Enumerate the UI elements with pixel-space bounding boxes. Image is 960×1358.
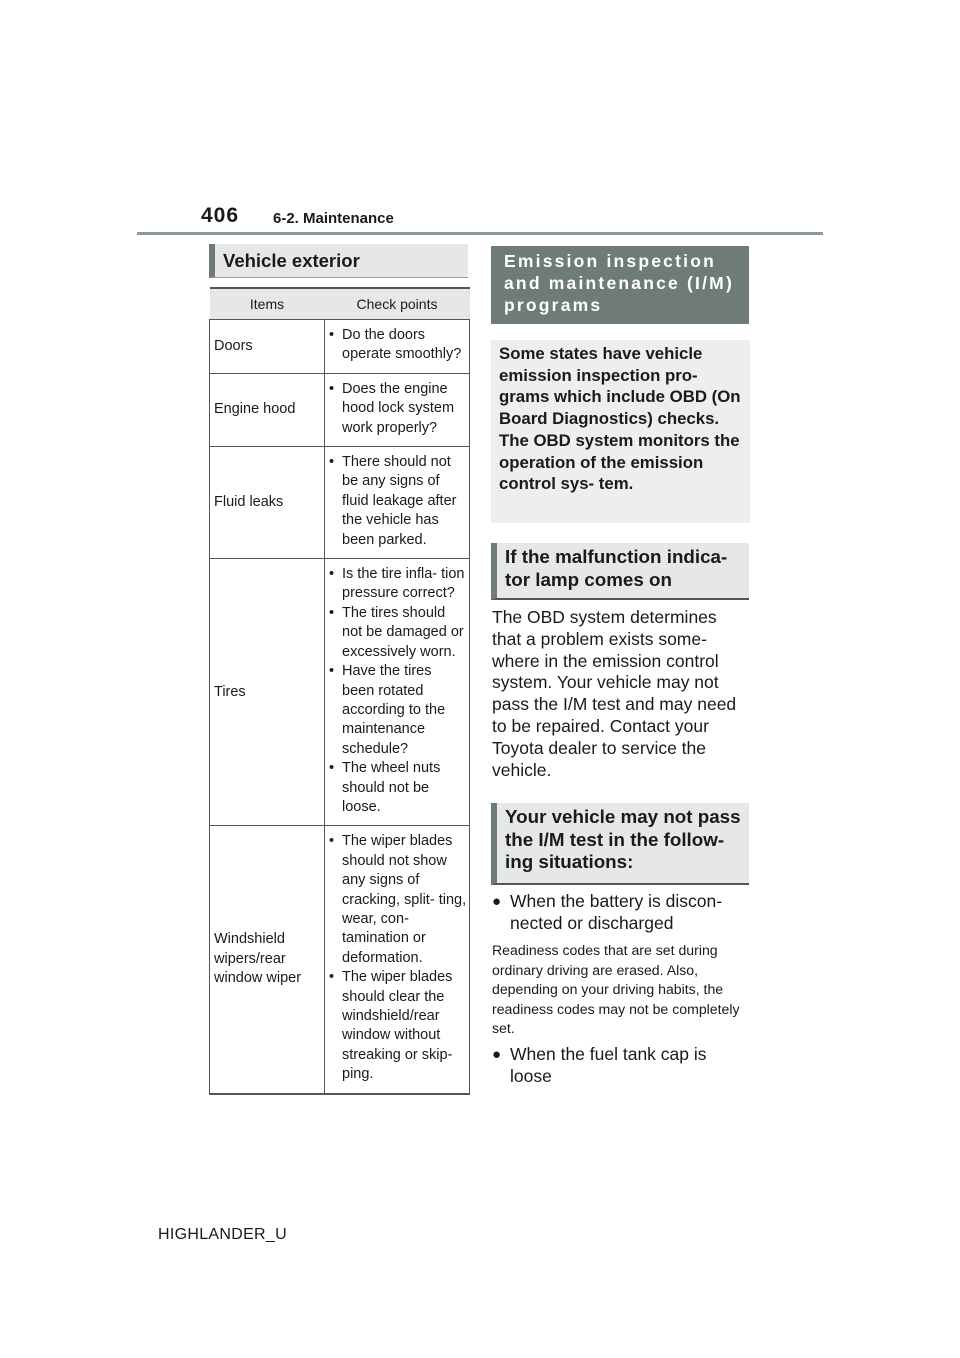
vehicle-exterior-heading-text: Vehicle exterior	[223, 250, 360, 271]
check-points-cell	[325, 320, 470, 374]
malfunction-heading: If the malfunction indica- tor lamp comes on	[491, 543, 749, 600]
check-points-cell	[325, 826, 470, 1094]
table-row	[210, 826, 470, 1094]
item-cell: Tires	[210, 559, 325, 826]
page-number: 406	[201, 204, 240, 227]
fail-situations-heading: Your vehicle may not pass the I/M test in the follow- ing situations:	[491, 803, 749, 885]
check-table	[209, 287, 470, 1095]
item-cell: Windshield wipers/rear window wiper	[210, 826, 325, 1094]
situation-text: When the battery is discon- nected or discharged	[510, 891, 723, 933]
table-row	[210, 320, 470, 374]
table-row	[210, 447, 470, 559]
table-row	[210, 373, 470, 446]
check-point: • The wiper blades should clear the windshield/rear window without streaking or skip- ping.	[329, 968, 467, 1084]
check-points-cell	[325, 373, 470, 446]
emission-heading: Emission inspection and maintenance (I/M) programs	[491, 246, 749, 324]
situation-note: Readiness codes that are set during ordinary driving are erased. Also, depending on your driving habits, the readiness codes may not be completely set.	[492, 942, 740, 1036]
check-point: • The wheel nuts should not be loose.	[329, 759, 467, 817]
check-point: • There should not be any signs of fluid leakage after the vehicle has been parked.	[329, 453, 467, 550]
check-point: • Is the tire infla- tion pressure correct?	[329, 565, 467, 604]
column-header-items: Items	[210, 288, 325, 320]
check-table-header	[210, 288, 470, 320]
check-point: • The wiper blades should not show any signs of cracking, split- ting, wear, con- tamination or deformation.	[329, 832, 467, 968]
section-title: 6-2. Maintenance	[273, 210, 394, 227]
check-point: • Have the tires been rotated according to the maintenance schedule?	[329, 662, 467, 759]
item-cell: Engine hood	[210, 373, 325, 446]
situation-text: When the fuel tank cap is loose	[510, 1044, 707, 1086]
column-header-check-points: Check points	[325, 288, 470, 320]
header-rule	[137, 232, 823, 235]
table-row	[210, 559, 470, 826]
emission-intro: Some states have vehicle emission inspection pro- grams which include OBD (On Board Diagnostics) checks. The OBD system monitors the operation of the emission control sys- tem.	[491, 340, 750, 523]
check-points-cell	[325, 447, 470, 559]
situation-item	[492, 891, 750, 935]
check-point: • Does the engine hood lock system work properly?	[329, 380, 467, 438]
check-point: • Do the doors operate smoothly?	[329, 326, 467, 365]
situation-item	[492, 1044, 750, 1088]
item-cell: Fluid leaks	[210, 447, 325, 559]
bullet-icon: ●	[492, 1046, 502, 1063]
model-footer: HIGHLANDER_U	[158, 1226, 287, 1243]
bullet-icon: ●	[492, 893, 502, 910]
item-cell: Doors	[210, 320, 325, 374]
check-point: • The tires should not be damaged or excessively worn.	[329, 604, 467, 662]
check-points-cell	[325, 559, 470, 826]
vehicle-exterior-heading	[209, 244, 468, 278]
malfunction-text: The OBD system determines that a problem exists some- where in the emission control system. Your vehicle may not pass the I/M test and may need to be repaired. Contact your Toyota dealer to service the vehicle.	[492, 607, 737, 780]
